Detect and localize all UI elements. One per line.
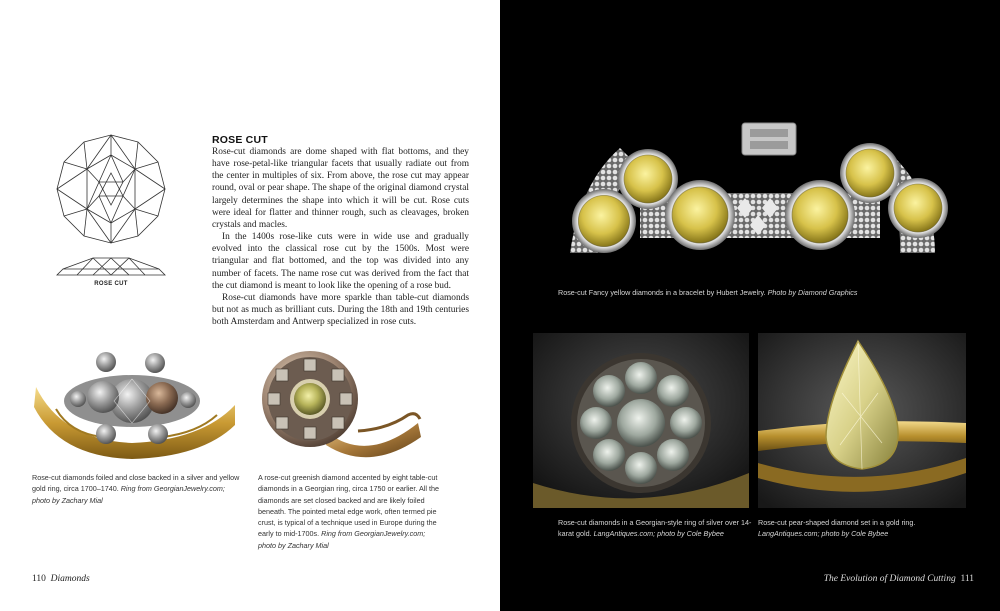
right-page — [500, 0, 1000, 611]
caption-ring-1: Rose-cut diamonds foiled and close backed in a silver and yellow gold ring, circa 1700–1740. Ring from GeorgianJewelry.com; photo by Zachary Mial — [32, 473, 240, 505]
diagram-label: ROSE CUT — [94, 281, 128, 287]
caption-ring-2: A rose-cut greenish diamond accented by eight table-cut diamonds in a Georgian ring, circa 1750 or earlier. All the diamonds are set closed backed and are likely foiled beneath. The pointed metal edge work, often termed pie crust, is typical of a technique used in Europe during the early to mid-1700s. Ring from GeorgianJewelry.com; photo by Zachary Mial — [258, 473, 439, 550]
body-text — [212, 146, 469, 328]
rose-cut-diagram — [55, 133, 167, 283]
page-number-right: 111 — [960, 574, 974, 584]
caption-bracelet: Rose-cut Fancy yellow diamonds in a bracelet by Hubert Jewelry. Photo by Diamond Graphics — [558, 288, 858, 297]
caption-cluster-ring: Rose-cut diamonds in a Georgian-style ring of silver over 14-karat gold. LangAntiques.com; photo by Cole Bybee — [558, 518, 752, 539]
photo-georgian-ring-2 — [258, 345, 423, 465]
photo-bracelet — [540, 103, 965, 276]
paragraph-3: Rose-cut diamonds have more sparkle than table-cut diamonds but not as much as brilliant cuts. During the 18th and 19th centuries both Amsterdam and Antwerp specialized in rose cuts. — [212, 292, 469, 328]
caption-pear-ring: Rose-cut pear-shaped diamond set in a gold ring. LangAntiques.com; photo by Cole Bybee — [758, 518, 916, 539]
photo-cluster-ring — [533, 333, 749, 508]
paragraph-1: Rose-cut diamonds are dome shaped with flat bottoms, and they have rose-petal-like triangular facets that usually radiate out from the center in multiples of six. From above, the rose cut may appear round, oval or pear shape. The shape of the original diamond crystal largely determines the shape into which it will be cut. Rose cuts were ideal for flatter and thinner rough, such as cleavages, broken crystals and macles. — [212, 147, 469, 230]
running-title-left: Diamonds — [50, 574, 90, 584]
folio-left — [32, 574, 90, 584]
paragraph-2: In the 1400s rose-like cuts were in wide use and gradually evolved into the classical rose cut by the 1500s. Most were triangular and flat bottomed, and the top was divided into any number of facets. The name rose cut was derived from the fact that the cut diamond is meant to look like the opening of a rose bud. — [212, 232, 469, 291]
section-title: ROSE CUT — [212, 134, 268, 146]
page-number-left: 110 — [32, 574, 46, 584]
photo-georgian-ring-1 — [32, 345, 239, 465]
running-title-right: The Evolution of Diamond Cutting — [823, 574, 956, 584]
folio-right — [824, 574, 974, 584]
photo-pear-ring — [758, 333, 966, 508]
